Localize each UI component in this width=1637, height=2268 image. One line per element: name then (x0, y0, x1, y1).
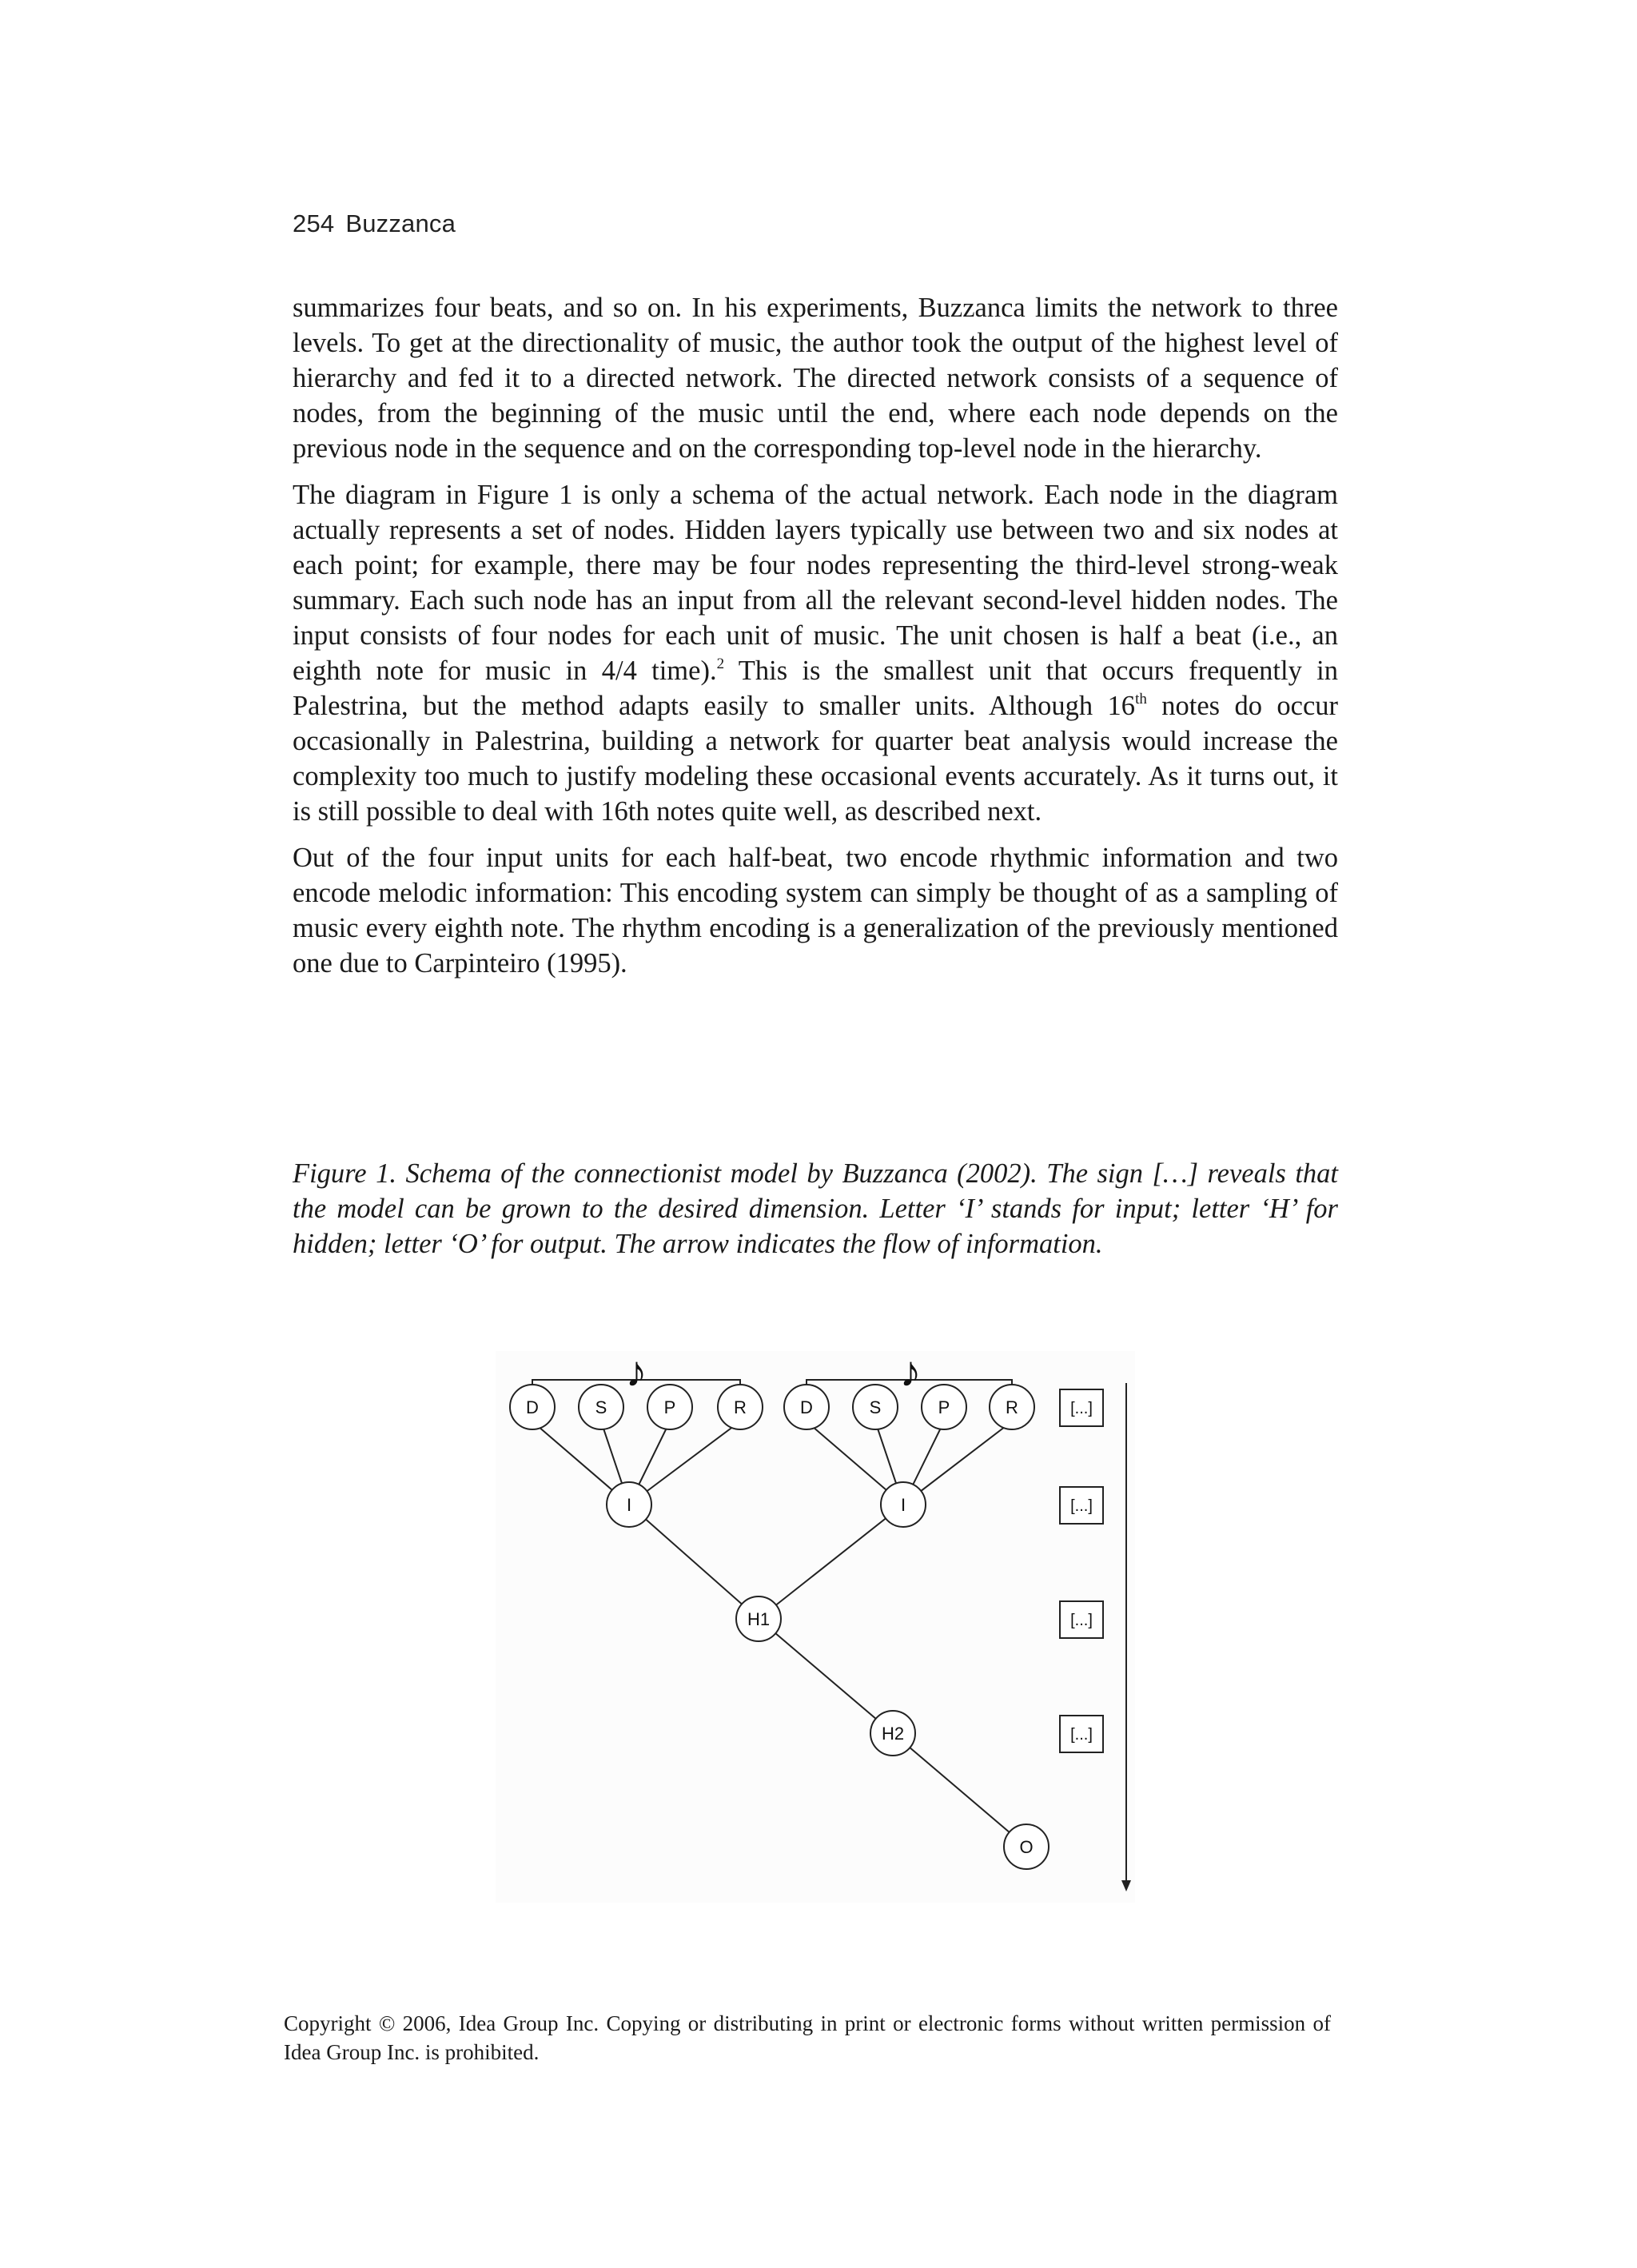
node-d: D (800, 1397, 813, 1417)
figure-caption: Figure 1. Schema of the connectionist model by Buzzanca (2002). The sign […] reveals that the model can be grown to the desired dimension. Letter ‘I’ stands for input; letter ‘H’ for hidden; letter ‘O’ for output. The arrow indicates the flow of information. (293, 1158, 1338, 1259)
running-head (293, 209, 456, 238)
ordinal-superscript: th (1135, 691, 1147, 708)
node-r: R (1006, 1397, 1018, 1417)
footnote-mark: 2 (716, 656, 725, 672)
paragraph-2-text-c: notes do occur occasionally in Palestrina, building a network for quarter beat analysis would increase the complexity too much to justify modeling these occasional events accurately. As it turns out, it is still possible to deal with 16th notes quite well, as described next. (293, 691, 1338, 827)
paragraph-3: Out of the four input units for each half-beat, two encode rhythmic information and two encode melodic information: This encoding system can simply be thought of as a sampling of music every eighth note. The rhythm encoding is a generalization of the previously mentioned one due to Carpinteiro (1995). (293, 843, 1338, 979)
ellipsis-box-label: [...] (1070, 1726, 1093, 1744)
page-number: 254 (293, 209, 335, 237)
output-node: O (1019, 1837, 1034, 1857)
body-text (293, 290, 1338, 992)
hidden-node-2: H2 (881, 1724, 905, 1744)
ellipsis-box-label: [...] (1070, 1612, 1093, 1629)
paragraph-2 (293, 477, 1338, 829)
eighth-note-icon: ♪ (625, 1351, 647, 1396)
paragraph-1: summarizes four beats, and so on. In his experiments, Buzzanca limits the network to three levels. To get at the directionality of music, the author took the output of the highest level of hierarchy and fed it to a directed network. The directed network consists of a sequence of nodes, from the beginning of the music until the end, where each node depends on the previous node in the sequence and on the corresponding top-level node in the hierarchy. (293, 293, 1338, 464)
copyright-notice: Copyright © 2006, Idea Group Inc. Copying or distributing in print or electronic forms without written permission of Idea Group Inc. is prohibited. (284, 2011, 1331, 2064)
node-s: S (595, 1397, 607, 1417)
node-d: D (526, 1397, 539, 1417)
node-s: S (869, 1397, 882, 1417)
input-node: I (900, 1495, 906, 1515)
flow-arrow-head (1121, 1880, 1131, 1891)
node-r: R (734, 1397, 747, 1417)
ellipsis-box-label: [...] (1070, 1400, 1093, 1417)
eighth-note-icon: ♪ (899, 1351, 922, 1396)
paragraph-2-text-a: The diagram in Figure 1 is only a schema of the actual network. Each node in the diagram actually represents a set of nodes. Hidden layers typically use between two and six nodes at each point; for example, there may be four nodes representing the third-level strong-weak summary. Each such node has an input from all the relevant second-level hidden nodes. The input consists of four nodes for each unit of music. The unit chosen is half a beat (i.e., an eighth note for music in 4/4 time). (293, 480, 1338, 686)
network-diagram (496, 1351, 1135, 1903)
node-p: P (663, 1397, 676, 1417)
paragraph-2-text-b: This is the smallest unit that occurs frequently in Palestrina, but the method adapts easily to smaller units. Although 16 (293, 656, 1338, 721)
hidden-node-1: H1 (747, 1609, 771, 1629)
input-node: I (626, 1495, 632, 1515)
ellipsis-box-label: [...] (1070, 1497, 1093, 1515)
node-p: P (938, 1397, 950, 1417)
running-title: Buzzanca (345, 209, 456, 237)
